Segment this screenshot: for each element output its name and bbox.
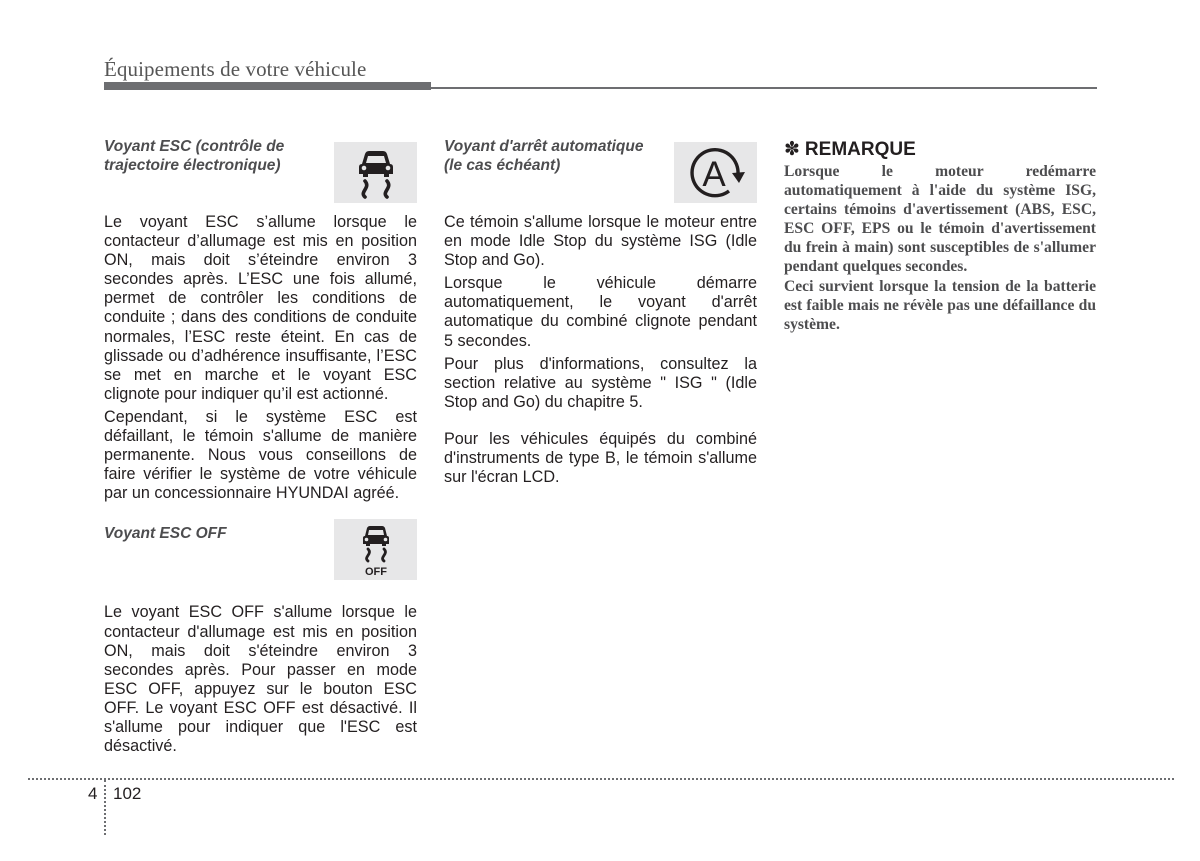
auto-stop-paragraph-2: Lorsque le véhicule démarre automatiquement, le voyant d'arrêt automatique du combiné clignote pendant 5 secondes. (444, 274, 757, 350)
esc-paragraph-1: Le voyant ESC s’allume lorsque le contacteur d’allumage est mis en position ON, mais doit s’éteindre environ 3 secondes après. L’ESC une fois allumé, permet de contrôler les conditions de conduite ; dans des conditions de conduite normales, l’ESC reste éteint. En cas de glissade ou d’adhérence insuffisante, l’ESC se met en marche et le voyant ESC clignote pour indiquer qu’il est actionné. (104, 213, 417, 403)
esc-off-paragraph: Le voyant ESC OFF s'allume lorsque le contacteur d'allumage est mis en position ON, mais doit s'éteindre environ 3 secondes après. Pour passer en mode ESC OFF, appuyez sur le bouton ESC OFF. Le voyant ESC OFF est désactivé. Il s'allume pour indiquer que l'ESC est désactivé. (104, 603, 417, 756)
left-column (104, 138, 417, 760)
auto-stop-heading-row (444, 138, 757, 213)
page-number: 102 (113, 784, 142, 803)
esc-heading-row (104, 138, 417, 213)
header-rule-thick (104, 82, 431, 90)
remark-paragraph-2: Ceci survient lorsque la tension de la batterie est faible mais ne révèle pas une défaillance du système. (784, 278, 1096, 333)
esc-off-svg (356, 523, 396, 577)
auto-stop-paragraph-4: Pour les véhicules équipés du combiné d'instruments de type B, le témoin s'allume sur l'écran LCD. (444, 429, 757, 487)
esc-off-heading-row (104, 525, 417, 603)
remark-paragraph-1: Lorsque le moteur redémarre automatiquement à l'aide du système ISG, certains témoins d'avertissement (ABS, ESC, ESC OFF, EPS ou le témoin d'avertissement du frein à main) sont susceptibles de s'allumer pendant quelques secondes. (784, 163, 1096, 275)
esc-skid-car-icon (334, 142, 417, 203)
chapter-number: 4 (88, 784, 98, 803)
esc-off-icon (334, 519, 417, 580)
auto-stop-paragraph-1: Ce témoin s'allume lorsque le moteur entre en mode Idle Stop du système ISG (Idle Stop and Go). (444, 213, 757, 270)
auto-stop-a-icon (674, 142, 757, 203)
footer-dotted-rule (28, 778, 1174, 780)
esc-off-heading: Voyant ESC OFF (104, 525, 227, 543)
auto-stop-heading: Voyant d'arrêt automatique (le cas échéant) (444, 138, 644, 174)
esc-skid-car-svg (351, 147, 401, 199)
paragraph-gap (444, 416, 757, 430)
remark-title: REMARQUE (804, 139, 916, 160)
esc-paragraph-2: Cependant, si le système ESC est défaillant, le témoin s'allume de manière permanente. Nous vous conseillons de faire vérifier le système de votre véhicule par un concessionnaire HYUNDAI agréé. (104, 407, 417, 503)
footer-dotted-separator (104, 780, 106, 835)
remark-star-icon: ✽ (784, 139, 800, 160)
esc-off-icon-label: OFF (364, 565, 387, 577)
remark-heading (784, 139, 1096, 161)
page-header-title: Équipements de votre véhicule (104, 57, 367, 81)
right-column (784, 138, 1096, 334)
middle-column (444, 138, 757, 491)
header-rule-thin (431, 87, 1097, 89)
esc-heading: Voyant ESC (contrôle de trajectoire électronique) (104, 138, 285, 174)
auto-stop-svg (683, 143, 749, 203)
auto-stop-paragraph-3: Pour plus d'informations, consultez la section relative au système " ISG " (Idle Stop and Go) du chapitre 5. (444, 354, 757, 411)
auto-stop-icon-letter: A (701, 154, 726, 194)
esc-off-section (104, 525, 417, 756)
